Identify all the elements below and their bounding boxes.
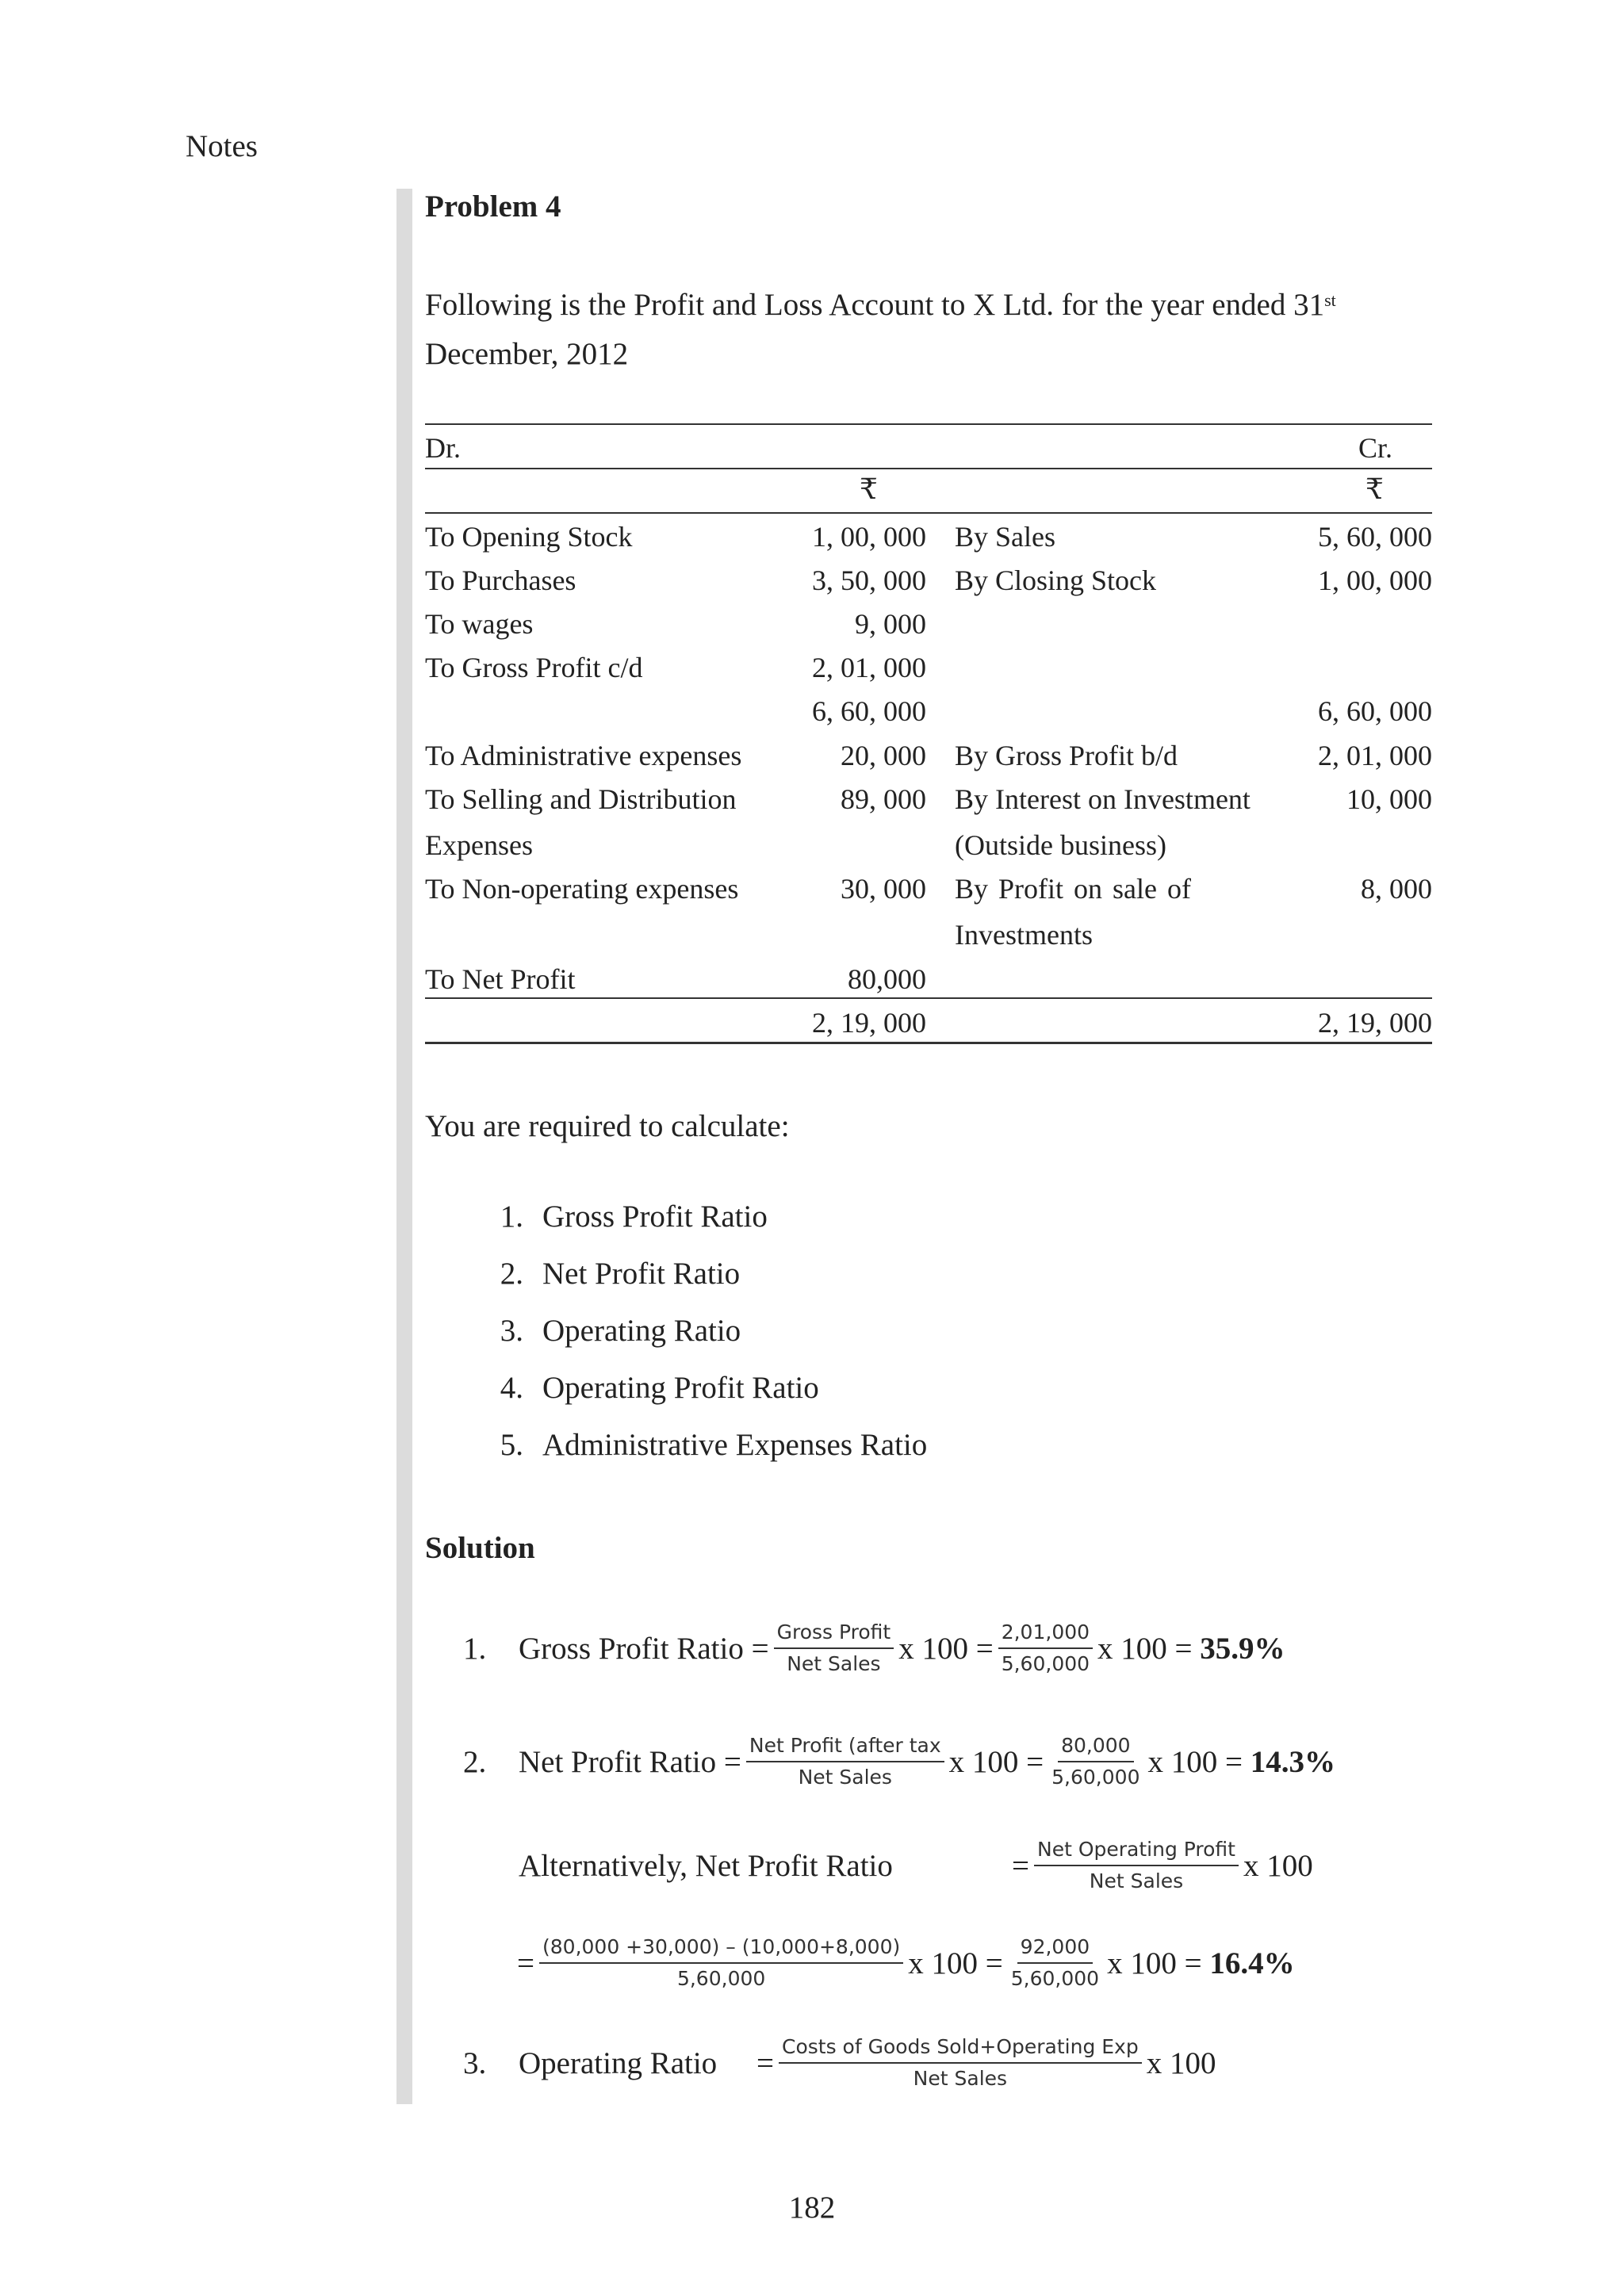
denominator: Net Sales [798,1766,892,1789]
credit-particular: By Closing Stock [955,564,1157,596]
margin-note: Notes [186,129,258,163]
debit-amount: 9, 000 [855,608,926,640]
table-top-rule [425,423,1432,425]
credit-amount: 8, 000 [1361,873,1432,905]
dr-label: Dr. [425,432,461,464]
list-text: Gross Profit Ratio [542,1200,768,1234]
list-text: Operating Profit Ratio [542,1371,819,1405]
formula-label: Operating Ratio [519,2045,718,2080]
multiplier-tail: x 100 [1243,1848,1313,1883]
multiplier-tail: x 100 [1146,2045,1216,2080]
numerator: Costs of Goods Sold+Operating Exp [779,2032,1142,2064]
credit-particular: (Outside business) [955,829,1166,861]
numerator: (80,000 +30,000) – (10,000+8,000) [539,1932,903,1964]
problem-intro [425,281,1432,379]
sidebar-rule [396,189,412,2104]
list-number: 1. [500,1200,523,1234]
formula-number: 1. [463,1631,487,1666]
formula-operating-ratio [463,2032,1216,2094]
list-item [476,1256,927,1313]
list-text: Administrative Expenses Ratio [542,1428,928,1462]
credit-particular: Investments [955,919,1093,951]
currency-rule [425,512,1432,514]
credit-amount: 1, 00, 000 [1318,564,1432,596]
numerator: Net Profit (after tax [746,1731,944,1762]
debit-amount: 89, 000 [841,783,926,815]
debit-particular: To wages [425,608,534,640]
credit-particular: By Profit on sale of [955,873,1191,905]
required-list [476,1199,927,1484]
credit-amount: 2, 01, 000 [1318,740,1432,771]
credit-amount: 5, 60, 000 [1318,521,1432,553]
table-bottom-rule [425,1042,1432,1044]
credit-particular: By Gross Profit b/d [955,740,1178,771]
numerator: Gross Profit [774,1617,894,1649]
list-item [476,1427,927,1484]
credit-amount: 6, 60, 000 [1318,695,1432,727]
equals: = [517,1946,534,1980]
solution-heading: Solution [425,1531,535,1565]
debit-amount: 2, 19, 000 [812,1007,926,1039]
formula-number: 3. [463,2045,487,2080]
debit-amount: 1, 00, 000 [812,521,926,553]
debit-amount: 3, 50, 000 [812,564,926,596]
fraction-values [1048,1731,1143,1793]
denominator: Net Sales [1089,1869,1184,1892]
credit-amount: 2, 19, 000 [1318,1007,1432,1039]
debit-amount: 80,000 [848,963,926,995]
fraction-values [1008,1932,1102,1994]
formula-number: 2. [463,1744,487,1779]
page-number: 182 [788,2191,836,2225]
denominator: Net Sales [787,1652,881,1675]
formula-gross-profit [463,1617,1285,1679]
fraction-values [998,1617,1093,1679]
numerator: Net Operating Profit [1034,1835,1239,1866]
fraction [746,1731,944,1793]
formula-label: Net Profit Ratio = [519,1744,741,1779]
credit-particular: By Interest on Investment [955,783,1251,815]
formula-label: Gross Profit Ratio = [519,1631,769,1666]
debit-amount: 2, 01, 000 [812,652,926,683]
formula-net-profit-alt [519,1835,1313,1896]
intro-date: December, 2012 [425,337,629,371]
cr-label: Cr. [1358,432,1392,464]
numerator-value: 92,000 [1017,1932,1093,1964]
list-item [476,1313,927,1370]
debit-amount: 30, 000 [841,873,926,905]
denominator: Net Sales [913,2067,1008,2090]
numerator-value: 2,01,000 [998,1617,1093,1649]
result: 35.9% [1200,1631,1285,1666]
debit-particular: To Selling and Distribution [425,783,737,815]
list-text: Operating Ratio [542,1314,741,1348]
result: 14.3% [1250,1744,1335,1779]
list-item [476,1199,927,1256]
required-prompt: You are required to calculate: [425,1109,790,1143]
denominator-value: 5,60,000 [1051,1766,1140,1789]
left-currency: ₹ [860,473,878,505]
multiplier-tail: x 100 = [1147,1744,1243,1779]
list-number: 2. [500,1257,523,1291]
denominator-value: 5,60,000 [1010,1967,1100,1990]
fraction [1034,1835,1239,1896]
debit-particular: To Gross Profit c/d [425,652,643,683]
debit-particular: To Non-operating expenses [425,873,739,905]
debit-particular: Expenses [425,829,533,861]
fraction [539,1932,903,1994]
list-text: Net Profit Ratio [542,1257,741,1291]
denominator: 5,60,000 [676,1967,766,1990]
formula-label: Alternatively, Net Profit Ratio [519,1848,893,1883]
debit-particular: To Opening Stock [425,521,633,553]
debit-particular: To Net Profit [425,963,576,995]
header-rule [425,468,1432,469]
denominator-value: 5,60,000 [1001,1652,1090,1675]
multiplier-tail: x 100 = [1107,1946,1202,1980]
intro-text: Following is the Profit and Loss Account to X Ltd. for the year ended 31 [425,288,1325,322]
multiplier-tail: x 100 = [1097,1631,1193,1666]
multiplier: x 100 = [908,1946,1003,1980]
numerator-value: 80,000 [1058,1731,1133,1762]
list-number: 3. [500,1314,523,1348]
equals: = [1012,1848,1029,1883]
fraction [774,1617,894,1679]
formula-net-profit [463,1731,1335,1793]
formula-net-profit-calc [517,1932,1295,1994]
fraction [779,2032,1142,2094]
total-top-rule [425,997,1432,999]
credit-amount: 10, 000 [1346,783,1432,815]
debit-amount: 20, 000 [841,740,926,771]
problem-heading: Problem 4 [425,189,561,224]
equals: = [756,2045,774,2080]
multiplier: x 100 = [948,1744,1044,1779]
credit-particular: By Sales [955,521,1056,553]
multiplier: x 100 = [898,1631,994,1666]
result: 16.4% [1209,1946,1295,1980]
debit-amount: 6, 60, 000 [812,695,926,727]
right-currency: ₹ [1365,473,1384,505]
debit-particular: To Purchases [425,564,576,596]
list-number: 4. [500,1371,523,1405]
list-number: 5. [500,1428,523,1462]
list-item [476,1370,927,1427]
intro-superscript: st [1324,290,1336,310]
debit-particular: To Administrative expenses [425,740,742,771]
